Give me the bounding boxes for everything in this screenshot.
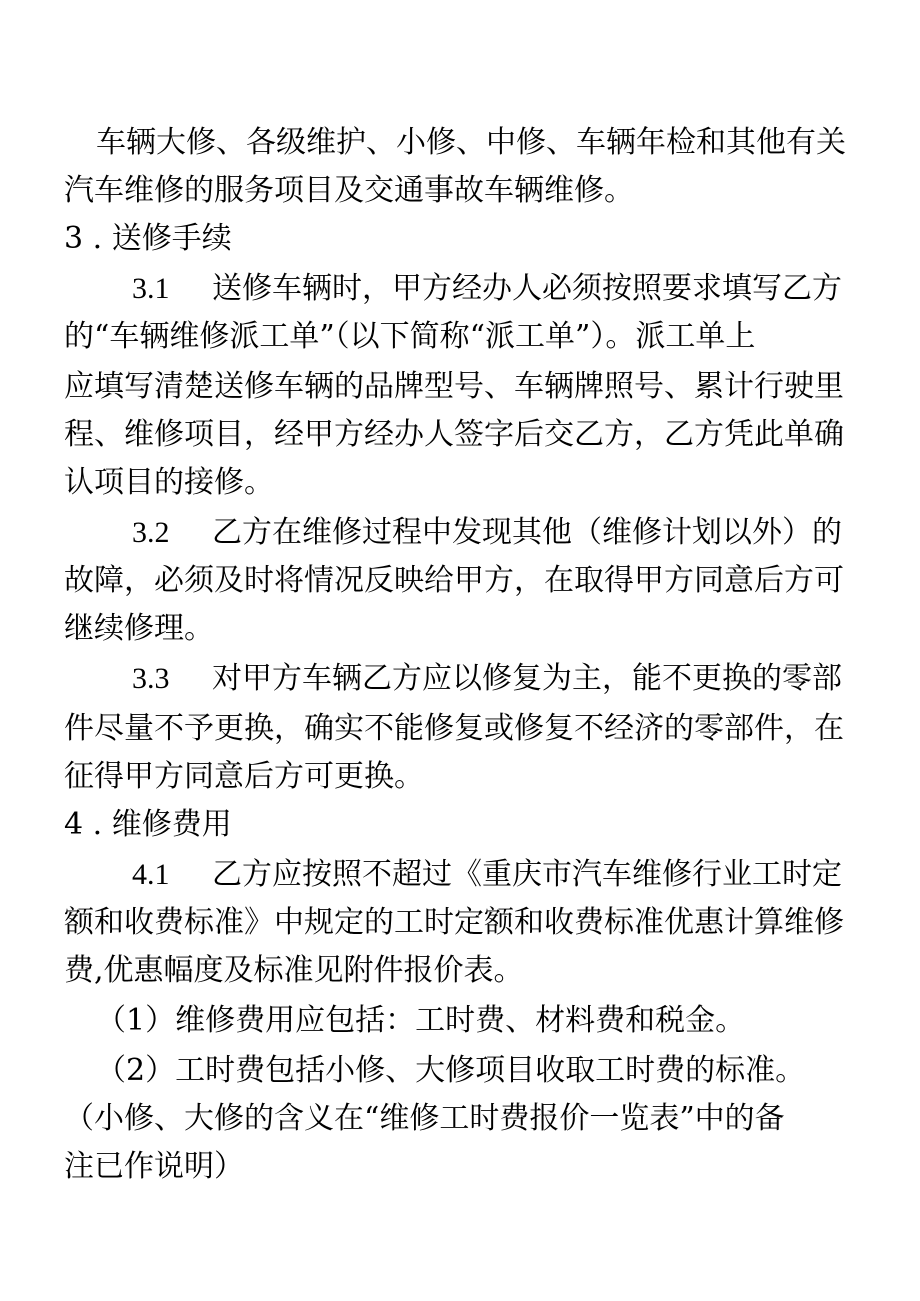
fee-item-2: （2）工时费包括小修、大修项目收取工时费的标准。: [96, 1053, 806, 1088]
clause-3-3-line-1: [132, 654, 842, 704]
note-line-1: （小修、大修的含义在“维修工时费报价一览表”中的备: [64, 1101, 785, 1136]
clause-number: 4.1: [132, 858, 170, 891]
clause-3-1-line-1: [132, 264, 842, 314]
clause-4-1-line-2: 额和收费标准》中规定的工时定额和收费标准优惠计算维修: [64, 905, 844, 940]
clause-3-3-line-3: 征得甲方同意后方可更换。: [64, 759, 424, 794]
clause-4-1-line-1: [132, 850, 842, 900]
clause-number: 3.3: [132, 662, 170, 695]
clause-3-1-line-4: 程、维修项目，经甲方经办人签字后交乙方，乙方凭此单确: [64, 417, 844, 452]
intro-line-1: 车辆大修、各级维护、小修、中修、车辆年检和其他有关: [96, 125, 846, 160]
note-line-2: 注已作说明）: [64, 1149, 244, 1184]
clause-4-1-line-3: 费,优惠幅度及标准见附件报价表。: [64, 953, 524, 988]
intro-line-2: 汽车维修的服务项目及交通事故车辆维修。: [64, 173, 634, 208]
clause-3-1-line-2: 的“车辆维修派工单”（以下简称“派工单”）。派工单上: [64, 319, 756, 354]
clause-number: 3.1: [132, 272, 170, 305]
clause-text: 送修车辆时，甲方经办人必须按照要求填写乙方: [212, 271, 842, 306]
clause-3-2-line-3: 继续修理。: [64, 611, 214, 646]
section-4-heading: 4 . 维修费用: [64, 807, 232, 842]
clause-3-2-line-1: [132, 508, 842, 558]
section-3-heading: 3 . 送修手续: [64, 221, 232, 256]
clause-3-2-line-2: 故障，必须及时将情况反映给甲方，在取得甲方同意后方可: [64, 563, 844, 598]
clause-text: 乙方在维修过程中发现其他（维修计划以外）的: [212, 515, 842, 550]
clause-text: 对甲方车辆乙方应以修复为主，能不更换的零部: [212, 661, 842, 696]
clause-number: 3.2: [132, 516, 170, 549]
clause-3-1-line-3: 应填写清楚送修车辆的品牌型号、车辆牌照号、累计行驶里: [64, 369, 844, 404]
fee-item-1: （1）维修费用应包括：工时费、材料费和税金。: [96, 1003, 746, 1038]
clause-text: 乙方应按照不超过《重庆市汽车维修行业工时定: [212, 857, 842, 892]
clause-3-1-line-5: 认项目的接修。: [64, 465, 274, 500]
clause-3-3-line-2: 件尽量不予更换，确实不能修复或修复不经济的零部件，在: [64, 711, 844, 746]
